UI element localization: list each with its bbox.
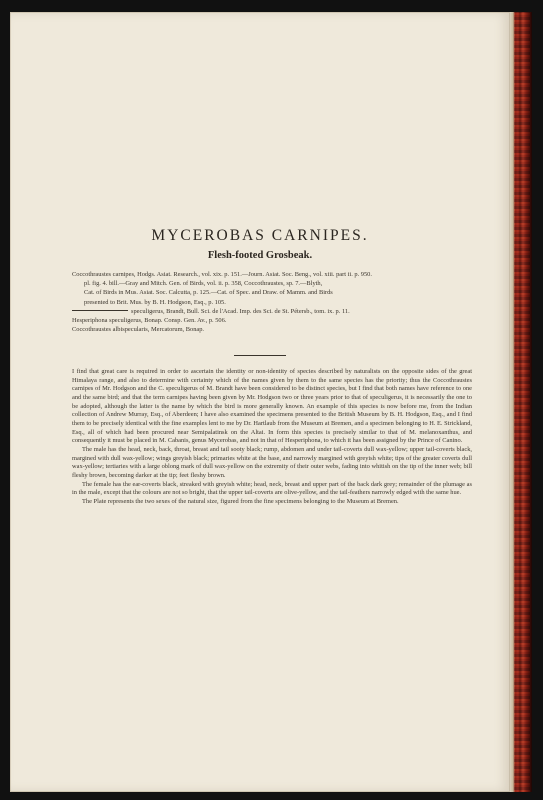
synonym-line: Hesperiphona speculigerus, Bonap. Consp. Gen. Av., p. 506. xyxy=(72,317,227,325)
paragraph: The female has the ear-coverts black, streaked with greyish white; head, neck, breast and upper part of the back dark grey; remainder of the plumage as in the male, except that the colours are not so bright, that the upper tail-coverts are olive-yellow, and the tail-feathers narrowly edged with the same hue. xyxy=(72,480,472,497)
page-title: MYCEROBAS CARNIPES. xyxy=(151,227,369,244)
synonym-text: speculigerus, Brandt, Bull. Sci. de l'Acad. Imp. des Sci. de St. Pétersb., tom. ix. p. 11. xyxy=(131,307,350,315)
synonym-line: Coccothraustes albispecularis, Mercatorum, Bonap. xyxy=(72,326,205,334)
book-page xyxy=(10,12,510,792)
paragraph: I find that great care is required in order to ascertain the identity or non-identity of species described by naturalists on the opposite sides of the great Himalaya range, and also to determine with certainty which of the names given by them to the same species has the priority; thus the Coccothraustes carnipes of Mr. Hodgson and the C. speculigerus of M. Brandt have been considered to be distinct species, but I find that both names have reference to one and the same bird; and that the term carnipes having been given by Mr. Hodgson two or three years prior to that of speculigerus, it is necessarily the one to be adopted, although the latter is the name by which the bird is more generally known. An example of this species is now before me, from the Indian collection of Andrew Murray, Esq., of Aberdeen; I have also examined the specimens presented to the British Museum by B. H. Hodgson, Esq., and I find them to be precisely identical with the fine examples lent to me by Dr. Hartlaub from the Museum at Bremen, and a specimen belonging to H. E. Strickland, Esq., all of which had been procured near Semipalatinsk on the Altai. In form this species is precisely similar to that of M. melanoxanthus, and consequently it must be placed in M. Cabanis, genus Mycerobas, and not in that of Hesperiphona, to which it has been assigned by the Prince of Canino. xyxy=(72,368,472,445)
ditto-dash xyxy=(72,310,128,311)
synonym-line-with-dash xyxy=(72,307,472,316)
synonym-line: presented to Brit. Mus. by B. H. Hodgson, Esq., p. 105. xyxy=(84,298,226,306)
synonym-line: Coccothraustes carnipes, Hodgs. Asiat. Research., vol. xix. p. 151.—Journ. Asiat. Soc. Beng., vol. xiii. part ii. p. 950. xyxy=(72,271,372,278)
page-subtitle: Flesh-footed Grosbeak. xyxy=(207,250,313,261)
paragraph: The Plate represents the two sexes of the natural size, figured from the fine specimens belonging to the Museum at Bremen. xyxy=(82,497,399,505)
synonymy-block xyxy=(72,270,472,334)
book-edge-texture xyxy=(514,12,530,792)
section-divider xyxy=(234,355,286,356)
synonym-line: pl. fig. 4. bill.—Gray and Mitch. Gen. of Birds, vol. ii. p. 358, Coccothraustes, sp. 7.—Blyth, xyxy=(84,280,323,288)
body-text xyxy=(72,368,472,507)
paragraph: The male has the head, neck, back, throat, breast and tail sooty black; rump, abdomen and under tail-coverts dull wax-yellow; upper tail-coverts black, margined with dull wax-yellow; wings greyish black; primaries white at the base, and narrowly margined with greyish white; tips of the greater coverts dull wax-yellow; tertiaries with a large oblong mark of dull wax-yellow on the extremity of their outer webs, fading into whitish on the tip of the inner web; bill fleshy brown, becoming darker at the tip; feet fleshy brown. xyxy=(72,445,472,479)
synonym-line: Cat. of Birds in Mus. Asiat. Soc. Calcutta, p. 125.—Cat. of Spec. and Draw. of Mamm. and Birds xyxy=(84,289,333,297)
